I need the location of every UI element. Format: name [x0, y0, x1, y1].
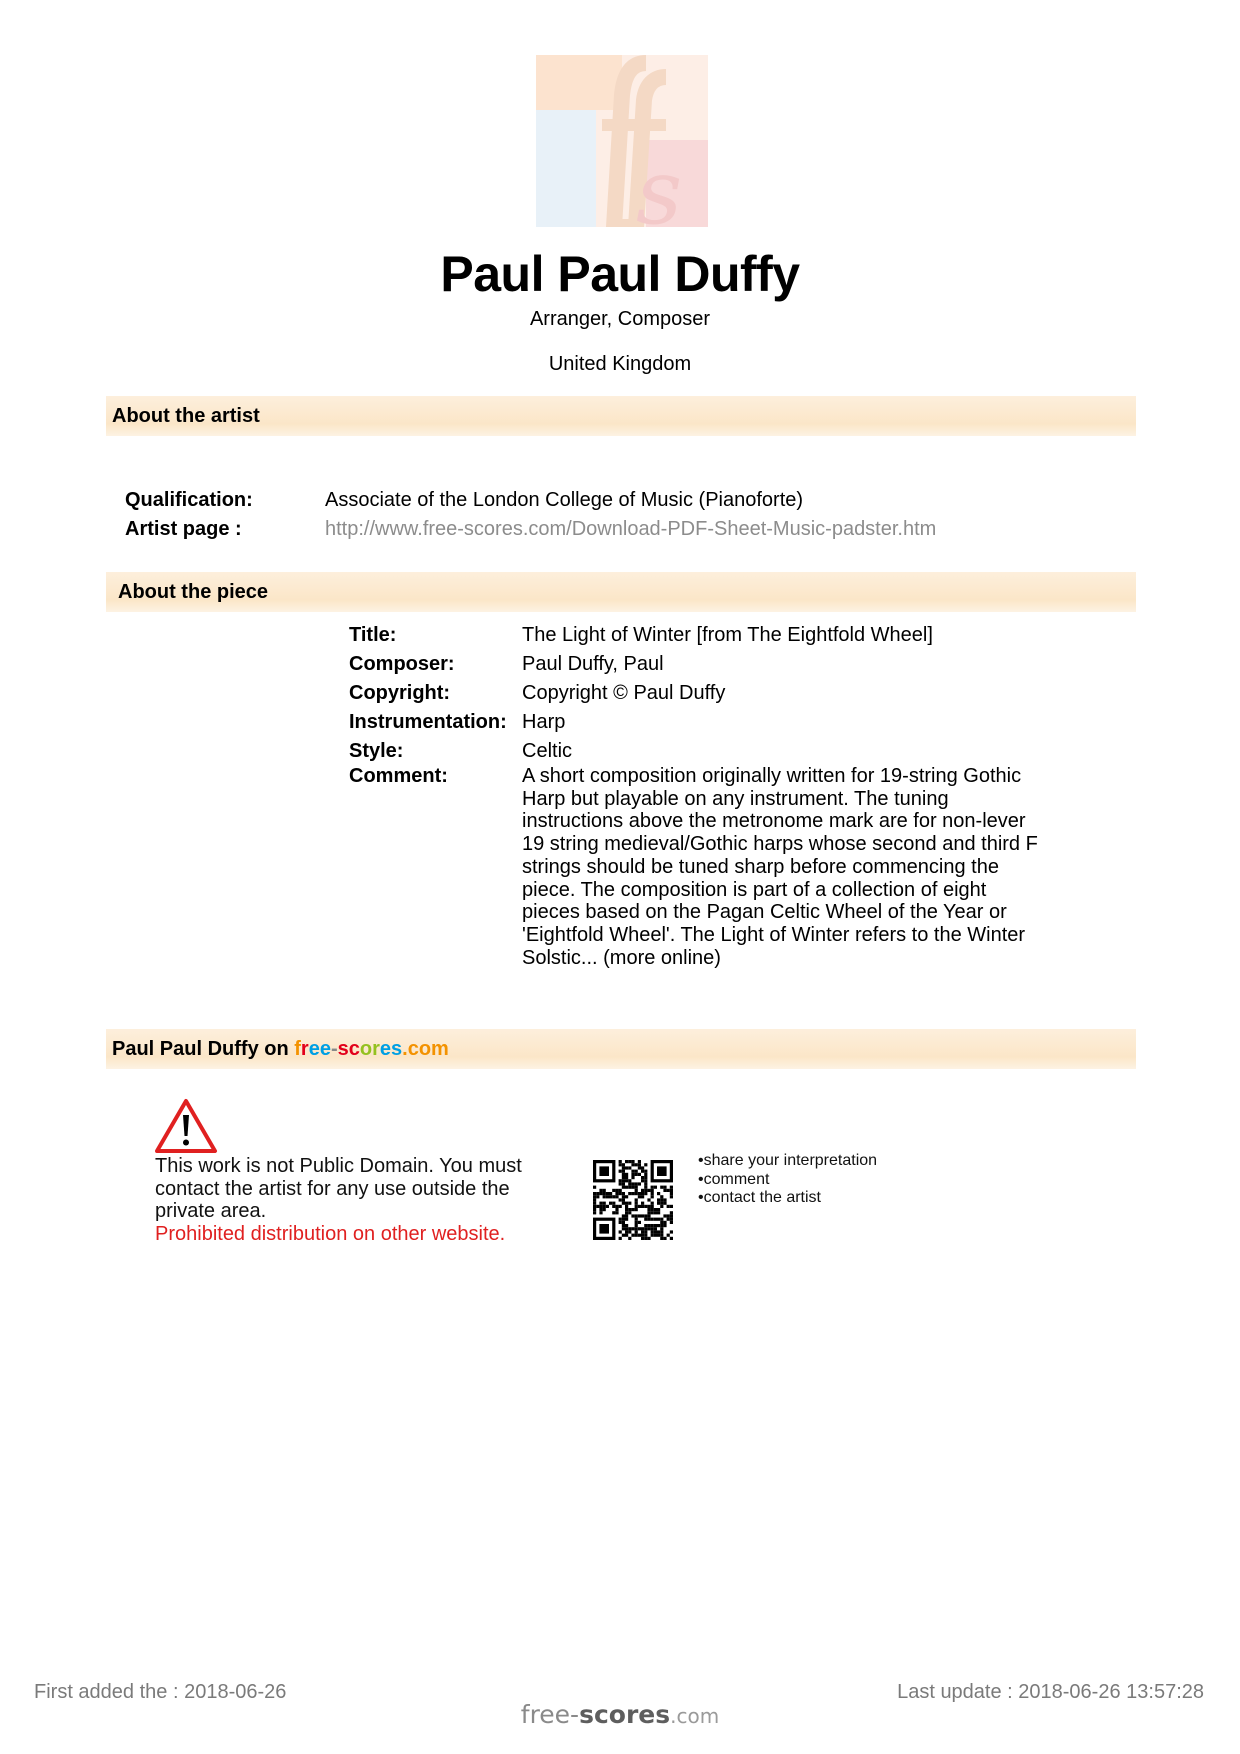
copyright-label: Copyright: — [349, 682, 451, 704]
copyright-notice-text: This work is not Public Domain. You must contact the artist for any use outside the private area. — [155, 1155, 522, 1222]
instrumentation-value: Harp — [522, 711, 566, 733]
footer-logo-free: free- — [520, 1700, 580, 1729]
copyright-notice — [155, 1155, 575, 1245]
title-value: The Light of Winter [from The Eightfold Wheel] — [522, 624, 933, 646]
style-label: Style: — [349, 740, 404, 762]
brand-part: - — [330, 1038, 338, 1060]
composer-value: Paul Duffy, Paul — [522, 653, 664, 675]
footer-logo-com: .com — [670, 1704, 720, 1728]
brand-part: r — [300, 1038, 309, 1060]
free-scores-section-header — [106, 1029, 1136, 1069]
svg-text:s: s — [636, 140, 683, 227]
brand-part: f — [294, 1038, 301, 1060]
artist-page-label: Artist page : — [125, 518, 242, 540]
artist-page-link[interactable]: http://www.free-scores.com/Download-PDF-Sheet-Music-padster.htm — [325, 518, 937, 540]
share-interpretation-item[interactable]: • share your interpretation — [698, 1152, 877, 1171]
comment-value: A short composition originally written for 19-string Gothic Harp but playable on any instrument. The tuning instructions above the metronome mark are for non-lever 19 string medieval/Gothic harps whose second and third F strings should be tuned sharp before commencing the piece. The composition is part of a collection of eight pieces based on the Pagan Celtic Wheel of the Year or 'Eightfold Wheel'. The Light of Winter refers to the Winter Solstic... (more online) — [522, 765, 1038, 969]
style-value: Celtic — [522, 740, 573, 762]
free-scores-brand[interactable] — [294, 1038, 449, 1060]
comment-item[interactable]: • comment — [698, 1171, 877, 1190]
composer-label: Composer: — [349, 653, 455, 675]
brand-part: sc — [337, 1038, 360, 1060]
free-scores-title-prefix: Paul Paul Duffy on — [112, 1038, 295, 1060]
artist-roles: Arranger, Composer — [529, 308, 711, 330]
about-piece-section-header — [106, 572, 1136, 612]
actions-list — [698, 1152, 877, 1208]
contact-artist-item[interactable]: • contact the artist — [698, 1189, 877, 1208]
brand-part: ee — [308, 1038, 331, 1060]
warning-icon — [154, 1098, 218, 1154]
copyright-value: Copyright © Paul Duffy — [522, 682, 726, 704]
brand-part: .com — [402, 1038, 449, 1060]
prohibited-distribution-text: Prohibited distribution on other website. — [155, 1222, 506, 1245]
free-scores-section-title — [106, 1029, 1136, 1069]
comment-label: Comment: — [349, 765, 448, 787]
instrumentation-label: Instrumentation: — [349, 711, 507, 733]
brand-part: es — [379, 1038, 403, 1060]
artist-country: United Kingdom — [548, 353, 692, 375]
title-label: Title: — [349, 624, 397, 646]
artist-name: Paul Paul Duffy — [440, 246, 800, 302]
last-update-date: Last update : 2018-06-26 13:57:28 — [897, 1681, 1204, 1703]
footer-free-scores-logo[interactable] — [0, 1700, 1240, 1729]
footer-logo-scores: scores — [579, 1700, 671, 1729]
free-scores-fs-logo — [536, 55, 708, 227]
about-piece-title: About the piece — [118, 581, 269, 603]
about-artist-section-header — [106, 396, 1136, 436]
brand-part: or — [359, 1038, 380, 1060]
qr-code[interactable] — [593, 1160, 673, 1240]
qualification-value: Associate of the London College of Music (Pianoforte) — [325, 489, 804, 511]
qualification-label: Qualification: — [125, 489, 253, 511]
about-artist-title: About the artist — [112, 405, 260, 427]
first-added-date: First added the : 2018-06-26 — [34, 1681, 287, 1703]
